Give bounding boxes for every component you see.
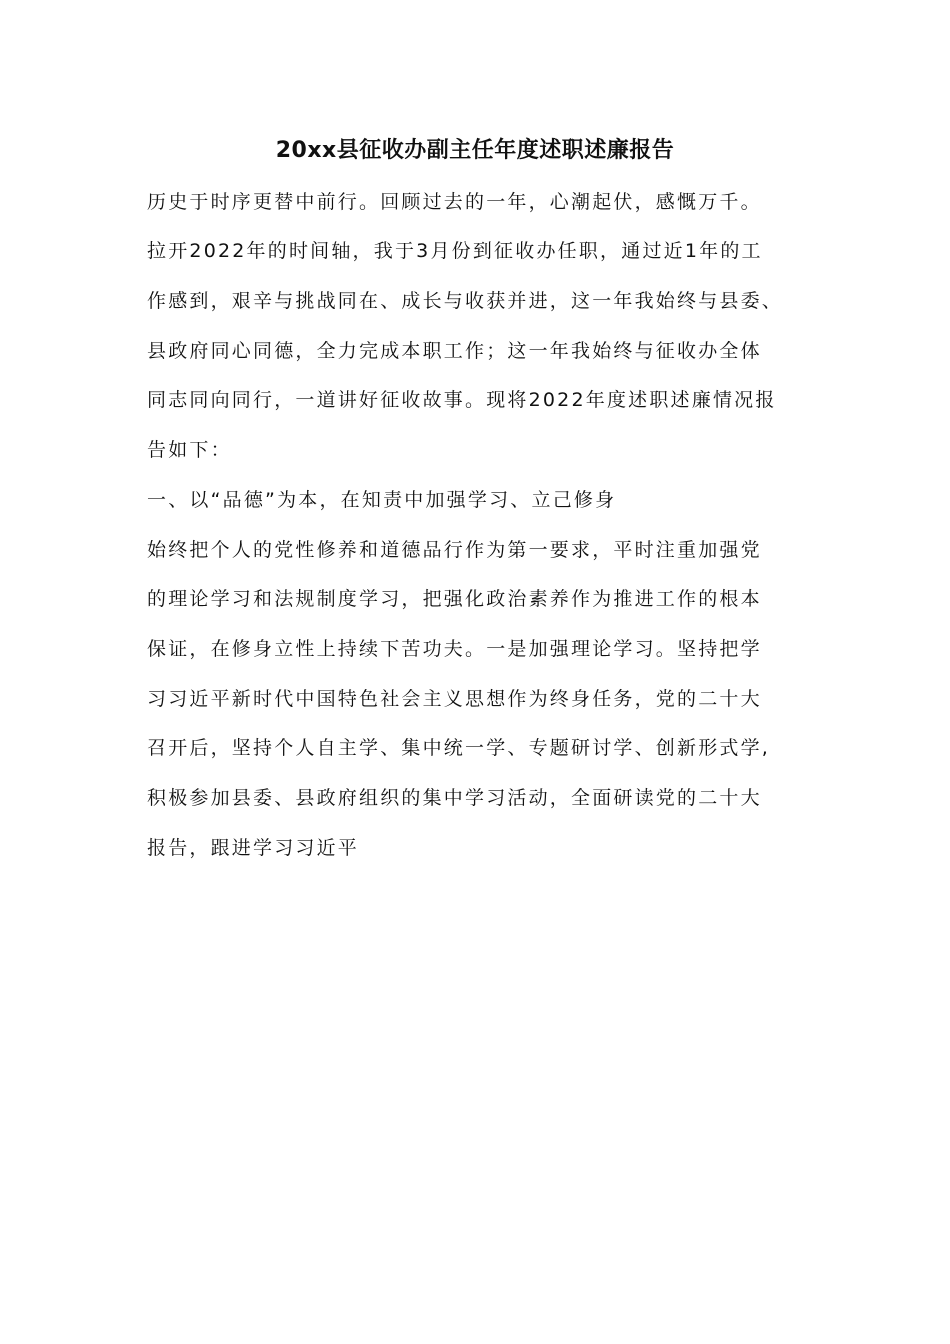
paragraph-line: 报告，跟进学习习近平 [147,837,360,859]
section-heading: 一、以“品德”为本，在知责中加强学习、立己修身 [147,489,617,511]
paragraph-line: 告如下： [147,439,232,461]
paragraph-line: 始终把个人的党性修养和道德品行作为第一要求，平时注重加强党 [147,539,762,561]
paragraph-line: 积极参加县委、县政府组织的集中学习活动，全面研读党的二十大 [147,787,762,809]
paragraph-line: 同志同向同行，一道讲好征收故事。现将2022年度述职述廉情况报 [147,389,777,411]
document-title: 20xx县征收办副主任年度述职述廉报告 [275,138,675,163]
paragraph-line: 保证，在修身立性上持续下苦功夫。一是加强理论学习。坚持把学 [147,638,762,660]
paragraph-line: 作感到，艰辛与挑战同在、成长与收获并进，这一年我始终与县委、 [147,290,784,312]
paragraph-line: 习习近平新时代中国特色社会主义思想作为终身任务，党的二十大 [147,688,762,710]
paragraph-line: 的理论学习和法规制度学习，把强化政治素养作为推进工作的根本 [147,588,762,610]
paragraph-line: 召开后，坚持个人自主学、集中统一学、专题研讨学、创新形式学, [147,737,771,759]
paragraph-line: 县政府同心同德，全力完成本职工作；这一年我始终与征收办全体 [147,340,762,362]
paragraph-line: 拉开2022年的时间轴，我于3月份到征收办任职，通过近1年的工 [147,240,763,262]
paragraph-line: 历史于时序更替中前行。回顾过去的一年，心潮起伏，感慨万千。 [147,191,762,213]
